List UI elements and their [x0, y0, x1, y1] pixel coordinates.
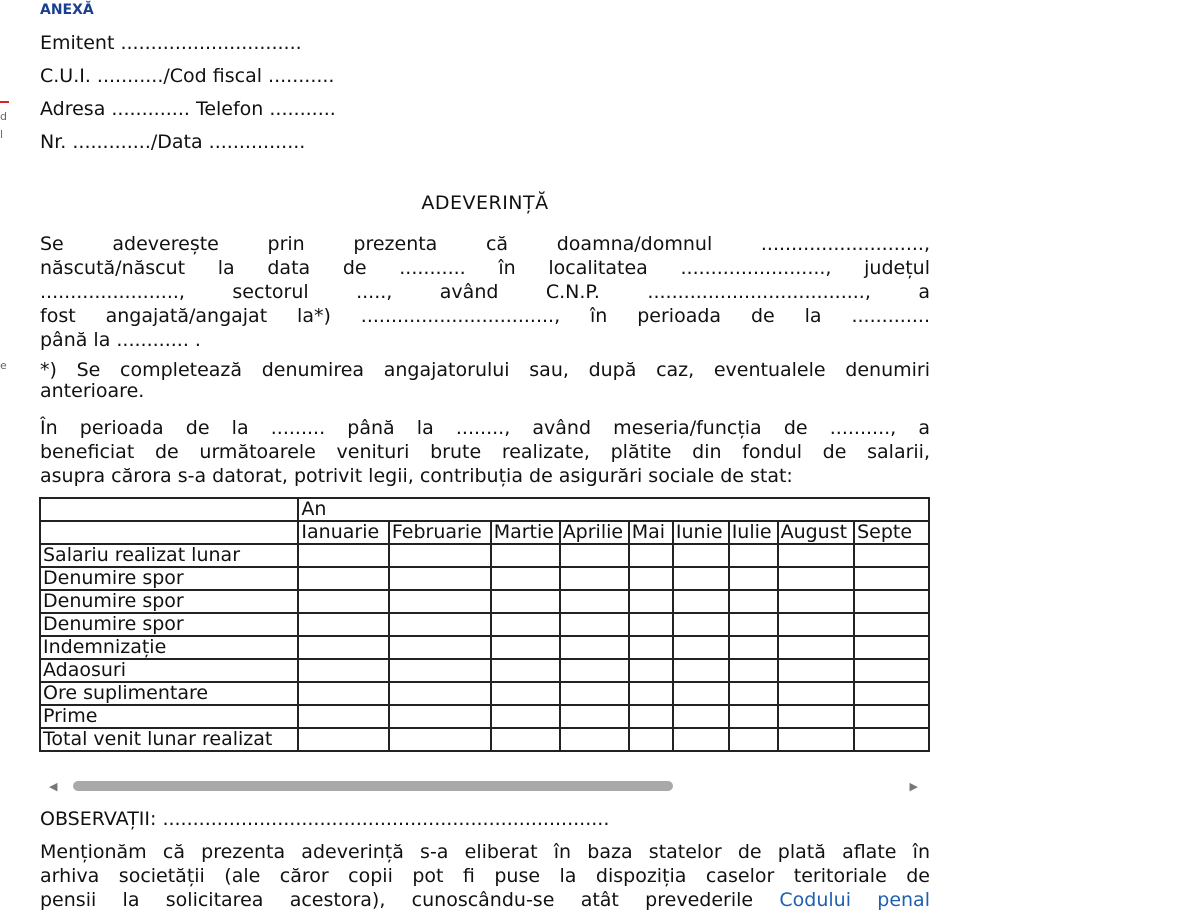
amount-cell[interactable]: [298, 636, 388, 659]
certification-paragraph: [40, 232, 930, 352]
row-label-cell: Denumire spor: [40, 567, 298, 590]
amount-cell[interactable]: [389, 590, 491, 613]
table-row: [40, 682, 929, 705]
left-page-edge: [0, 0, 14, 900]
amount-cell[interactable]: [389, 567, 491, 590]
amount-cell[interactable]: [729, 613, 778, 636]
table-row: [40, 636, 929, 659]
amount-cell[interactable]: [389, 728, 491, 751]
amount-cell[interactable]: [729, 682, 778, 705]
amount-cell[interactable]: [560, 613, 629, 636]
amount-cell[interactable]: [854, 728, 929, 751]
month-header-cell: Aprilie: [560, 521, 629, 544]
header-nr: Nr. ............./Data ................: [40, 131, 306, 153]
amount-cell[interactable]: [673, 636, 729, 659]
annex-heading: ANEXĂ: [40, 2, 94, 18]
scrollbar-thumb[interactable]: [73, 781, 673, 791]
amount-cell[interactable]: [854, 590, 929, 613]
row-label-cell: Salariu realizat lunar: [40, 544, 298, 567]
observations-line: OBSERVAȚII: ..........................................................................: [40, 808, 610, 830]
amount-cell[interactable]: [673, 682, 729, 705]
row-label-cell: Adaosuri: [40, 659, 298, 682]
table-row: [40, 659, 929, 682]
footnote: [40, 360, 930, 402]
paragraph-line: ......................., sectorul ....., având C.N.P. ...................................., a: [40, 281, 930, 303]
amount-cell[interactable]: [629, 567, 673, 590]
amount-cell[interactable]: [629, 682, 673, 705]
amount-cell[interactable]: [854, 659, 929, 682]
scroll-right-icon[interactable]: ▶: [909, 780, 918, 793]
amount-cell[interactable]: [673, 544, 729, 567]
month-header-cell: Iunie: [673, 521, 729, 544]
table-corner-cell: [40, 498, 298, 521]
paragraph-line: În perioada de la ......... până la ........, având meseria/funcția de .........., a: [40, 417, 930, 439]
amount-cell[interactable]: [298, 728, 388, 751]
edge-fragment: e: [0, 359, 7, 372]
amount-cell[interactable]: [298, 613, 388, 636]
edge-marker: [0, 101, 9, 103]
table-row: [40, 705, 929, 728]
amount-cell[interactable]: [729, 728, 778, 751]
amount-cell[interactable]: [389, 544, 491, 567]
amount-cell[interactable]: [491, 544, 560, 567]
amount-cell[interactable]: [560, 728, 629, 751]
month-header-cell: Martie: [491, 521, 560, 544]
row-label-cell: Denumire spor: [40, 613, 298, 636]
paragraph-text: pensii la solicitarea acestora), cunoscându-se atât prevederile: [40, 889, 780, 911]
amount-cell[interactable]: [854, 705, 929, 728]
document-title: ADEVERINȚĂ: [421, 192, 549, 214]
table-row: [40, 567, 929, 590]
amount-cell[interactable]: [491, 682, 560, 705]
amount-cell[interactable]: [560, 544, 629, 567]
amount-cell[interactable]: [629, 590, 673, 613]
row-label-cell: Indemnizație: [40, 636, 298, 659]
amount-cell[interactable]: [854, 682, 929, 705]
amount-cell[interactable]: [778, 613, 855, 636]
amount-cell[interactable]: [729, 636, 778, 659]
amount-cell[interactable]: [298, 590, 388, 613]
amount-cell[interactable]: [854, 636, 929, 659]
amount-cell[interactable]: [778, 682, 855, 705]
amount-cell[interactable]: [389, 682, 491, 705]
month-header-cell: Ianuarie: [298, 521, 388, 544]
paragraph-line: născută/născut la data de ........... în localitatea ........................, județul: [40, 257, 930, 279]
amount-cell[interactable]: [491, 636, 560, 659]
header-cui: C.U.I. .........../Cod fiscal ...........: [40, 65, 335, 87]
amount-cell[interactable]: [673, 705, 729, 728]
amount-cell[interactable]: [560, 682, 629, 705]
footnote-line: *) Se completează denumirea angajatorului sau, după caz, eventualele denumiri: [40, 359, 930, 381]
row-label-cell: Ore suplimentare: [40, 682, 298, 705]
income-table: [39, 497, 930, 752]
table-corner-cell: [40, 521, 298, 544]
amount-cell[interactable]: [729, 567, 778, 590]
amount-cell[interactable]: [491, 705, 560, 728]
paragraph-line: arhiva societății (ale căror copii pot fi puse la dispoziția caselor teritoriale de: [40, 865, 930, 887]
amount-cell[interactable]: [298, 659, 388, 682]
paragraph-line: până la ............ .: [40, 329, 201, 351]
amount-cell[interactable]: [729, 659, 778, 682]
month-header-cell: Mai: [629, 521, 673, 544]
footnote-line: anterioare.: [40, 380, 145, 402]
amount-cell[interactable]: [629, 636, 673, 659]
amount-cell[interactable]: [854, 567, 929, 590]
table-row: [40, 728, 929, 751]
amount-cell[interactable]: [778, 544, 855, 567]
amount-cell[interactable]: [298, 544, 388, 567]
amount-cell[interactable]: [673, 567, 729, 590]
year-header-cell: An: [298, 498, 929, 521]
amount-cell[interactable]: [778, 705, 855, 728]
amount-cell[interactable]: [629, 613, 673, 636]
paragraph-line: asupra cărora s-a datorat, potrivit legii, contribuția de asigurări sociale de stat:: [40, 465, 793, 487]
table-row: [40, 544, 929, 567]
amount-cell[interactable]: [560, 567, 629, 590]
edge-fragment: d: [0, 110, 7, 123]
row-label-cell: Total venit lunar realizat: [40, 728, 298, 751]
income-table-container[interactable]: [39, 497, 930, 775]
scroll-left-icon[interactable]: ◀: [49, 780, 58, 793]
amount-cell[interactable]: [673, 659, 729, 682]
amount-cell[interactable]: [854, 613, 929, 636]
amount-cell[interactable]: [389, 659, 491, 682]
income-paragraph: [40, 416, 930, 488]
month-header-cell: Iulie: [729, 521, 778, 544]
amount-cell[interactable]: [629, 728, 673, 751]
amount-cell[interactable]: [729, 544, 778, 567]
amount-cell[interactable]: [778, 659, 855, 682]
amount-cell[interactable]: [778, 590, 855, 613]
amount-cell[interactable]: [778, 728, 855, 751]
mention-paragraph: [40, 840, 930, 912]
amount-cell[interactable]: [298, 705, 388, 728]
amount-cell[interactable]: [778, 567, 855, 590]
table-row: [40, 613, 929, 636]
amount-cell[interactable]: [629, 705, 673, 728]
amount-cell[interactable]: [560, 590, 629, 613]
amount-cell[interactable]: [560, 636, 629, 659]
amount-cell[interactable]: [560, 705, 629, 728]
month-header-cell: Februarie: [389, 521, 491, 544]
horizontal-scrollbar[interactable]: [39, 777, 930, 795]
paragraph-line: fost angajată/angajat la*) ................................, în perioada de la .............: [40, 305, 930, 327]
amount-cell[interactable]: [729, 705, 778, 728]
month-header-cell: Septe: [854, 521, 929, 544]
amount-cell[interactable]: [491, 728, 560, 751]
header-adresa: Adresa ............. Telefon ...........: [40, 98, 336, 120]
amount-cell[interactable]: [673, 613, 729, 636]
amount-cell[interactable]: [629, 659, 673, 682]
amount-cell[interactable]: [298, 682, 388, 705]
edge-fragment: l: [0, 128, 4, 141]
amount-cell[interactable]: [729, 590, 778, 613]
paragraph-line: beneficiat de următoarele venituri brute realizate, plătite din fondul de salarii,: [40, 441, 930, 463]
row-label-cell: Prime: [40, 705, 298, 728]
amount-cell[interactable]: [560, 659, 629, 682]
amount-cell[interactable]: [389, 705, 491, 728]
month-header-cell: August: [778, 521, 855, 544]
amount-cell[interactable]: [673, 728, 729, 751]
amount-cell[interactable]: [778, 636, 855, 659]
amount-cell[interactable]: [854, 544, 929, 567]
table-year-row: [40, 498, 929, 521]
amount-cell[interactable]: [629, 544, 673, 567]
amount-cell[interactable]: [389, 636, 491, 659]
row-label-cell: Denumire spor: [40, 590, 298, 613]
amount-cell[interactable]: [673, 590, 729, 613]
paragraph-line: [40, 888, 930, 912]
header-emitent: Emitent ..............................: [40, 32, 302, 54]
amount-cell[interactable]: [491, 659, 560, 682]
paragraph-line: Se adeverește prin prezenta că doamna/domnul ...........................,: [40, 233, 930, 255]
paragraph-line: Menționăm că prezenta adeverință s-a eliberat în baza statelor de plată aflate în: [40, 841, 930, 863]
amount-cell[interactable]: [298, 567, 388, 590]
amount-cell[interactable]: [389, 613, 491, 636]
penal-code-link[interactable]: Codului penal: [779, 889, 930, 911]
amount-cell[interactable]: [491, 613, 560, 636]
table-month-row: [40, 521, 929, 544]
amount-cell[interactable]: [491, 590, 560, 613]
table-row: [40, 590, 929, 613]
amount-cell[interactable]: [491, 567, 560, 590]
